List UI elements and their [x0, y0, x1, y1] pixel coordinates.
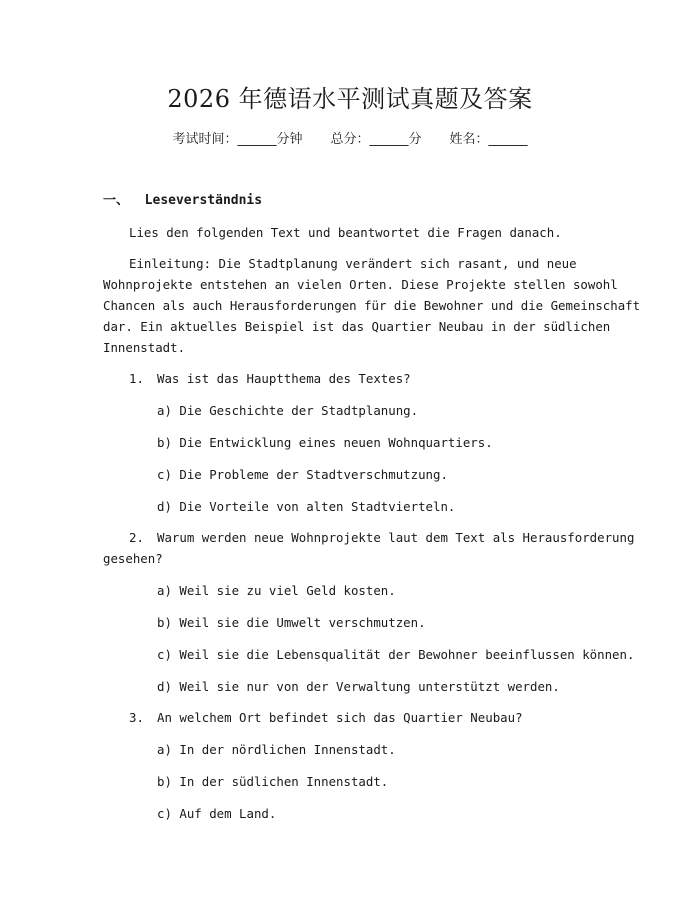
instruction-text: Lies den folgenden Text und beantwortet die Fragen danach.	[129, 225, 562, 240]
passage-line: Wohnprojekte entstehen an vielen Orten. Diese Projekte stellen sowohl	[103, 277, 618, 292]
question-text: gesehen?	[103, 551, 163, 566]
answer-option: c) Die Probleme der Stadtverschmutzung.	[157, 467, 448, 482]
answer-option: a) Weil sie zu viel Geld kosten.	[157, 583, 396, 598]
question-number: 1.	[129, 371, 144, 386]
answer-option: c) Weil sie die Lebensqualität der Bewohner beeinflussen können.	[157, 647, 635, 662]
answer-option: c) Auf dem Land.	[157, 806, 277, 821]
question-text: Was ist das Hauptthema des Textes?	[157, 371, 411, 386]
answer-option: b) In der südlichen Innenstadt.	[157, 774, 389, 789]
passage-line: Innenstadt.	[103, 340, 186, 355]
answer-option: b) Weil sie die Umwelt verschmutzen.	[157, 615, 426, 630]
answer-option: d) Weil sie nur von der Verwaltung unterstützt werden.	[157, 679, 560, 694]
passage-line: Chancen als auch Herausforderungen für die Bewohner und die Gemeinschaft	[103, 298, 641, 313]
section-number: 一、	[103, 193, 130, 208]
section-title: Leseverständnis	[144, 193, 263, 208]
question-text: An welchem Ort befindet sich das Quartier Neubau?	[157, 710, 523, 725]
passage-line: dar. Ein aktuelles Beispiel ist das Quartier Neubau in der südlichen	[103, 319, 611, 334]
question-number: 3.	[129, 710, 144, 725]
name-field: 姓名：______	[449, 132, 528, 147]
answer-option: d) Die Vorteile von alten Stadtvierteln.	[157, 499, 456, 514]
exam-time-field: 考试时间：______分钟	[172, 132, 303, 147]
passage-line: Einleitung: Die Stadtplanung verändert sich rasant, und neue	[129, 256, 577, 271]
exam-meta	[0, 131, 700, 149]
question-text: Warum werden neue Wohnprojekte laut dem Text als Herausforderung	[157, 530, 635, 545]
answer-option: a) Die Geschichte der Stadtplanung.	[157, 403, 419, 418]
section-heading	[103, 192, 262, 210]
total-score-field: 总分：______分	[330, 132, 422, 147]
answer-option: a) In der nördlichen Innenstadt.	[157, 742, 396, 757]
answer-option: b) Die Entwicklung eines neuen Wohnquartiers.	[157, 435, 493, 450]
question-number: 2.	[129, 530, 144, 545]
page-title: 2026 年德语水平测试真题及答案	[167, 85, 533, 113]
